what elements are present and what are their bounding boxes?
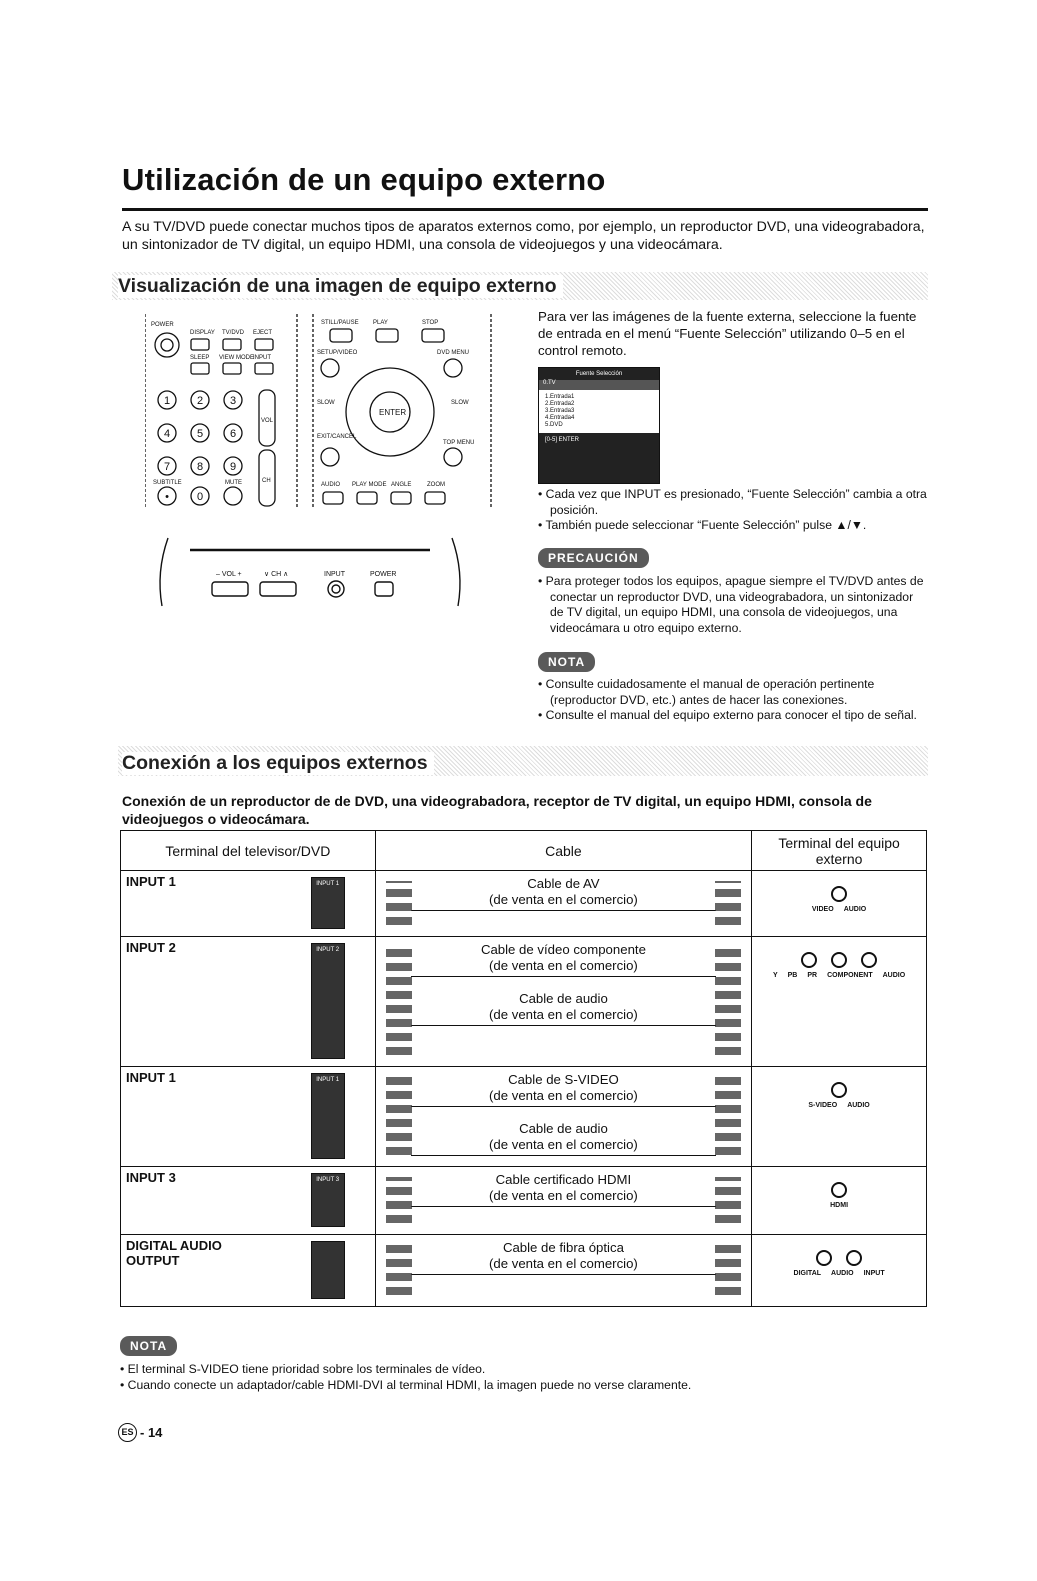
footer-bullets xyxy=(120,1362,920,1393)
bullet-dot: • xyxy=(538,574,546,588)
bullet-text: Consulte el manual del equipo externo para conocer el tipo de señal. xyxy=(545,708,917,722)
remote-illustration xyxy=(145,312,495,512)
cable-cell xyxy=(375,871,751,937)
jack-icons xyxy=(757,1182,921,1198)
remote-mute-label: MUTE xyxy=(225,480,242,486)
remote-digit-3: 4 xyxy=(163,428,171,440)
cable-line-icon xyxy=(411,1274,716,1275)
plug-right-icon xyxy=(715,1177,741,1223)
bullet-dot: • xyxy=(538,677,546,691)
terminal-label: INPUT 1 xyxy=(126,874,176,889)
table-row xyxy=(121,871,927,937)
bullet-text: Consulte cuidadosamente el manual de operación pertinente (reproductor DVD, etc.) antes de hacer las conexiones. xyxy=(545,677,875,707)
jack-label: INPUT 3 xyxy=(316,1177,340,1183)
panel-ch-label: ∨ CH ∧ xyxy=(264,571,289,578)
ext-labels xyxy=(757,906,921,913)
cable-note: (de venta en el comercio) xyxy=(489,1256,638,1271)
lang-badge: ES xyxy=(118,1423,137,1442)
cable-note: (de venta en el comercio) xyxy=(489,1088,638,1103)
col-ext-terminal: Terminal del equipo externo xyxy=(752,831,927,871)
terminal-label: INPUT 2 xyxy=(126,940,176,955)
cable-label xyxy=(381,991,746,1026)
bullet-text: También puede seleccionar “Fuente Selección” pulse ▲/▼. xyxy=(545,518,867,532)
menu-item: 1.Entrada1 xyxy=(545,394,575,400)
ext-label: HDMI xyxy=(830,1202,849,1209)
remote-display-label: DISPLAY xyxy=(190,330,215,336)
plug-left-icon xyxy=(386,1177,412,1223)
ext-label: COMPONENT xyxy=(827,972,873,979)
remote-digit-4: 5 xyxy=(196,428,204,440)
cable-line-icon xyxy=(411,1025,716,1026)
ext-label: VIDEO xyxy=(811,906,834,913)
page-title: Utilización de un equipo externo xyxy=(122,162,606,197)
remote-slow-left-label: SLOW xyxy=(317,400,335,406)
col-cable: Cable xyxy=(375,831,751,871)
plug-right-icon xyxy=(715,947,741,1055)
remote-digit-0: 1 xyxy=(163,395,171,407)
table-row xyxy=(121,1235,927,1307)
ext-terminal-cell xyxy=(752,1067,927,1167)
ext-terminal-cell xyxy=(752,871,927,937)
ext-labels xyxy=(757,1102,921,1109)
jack-panel-icon xyxy=(311,943,345,1059)
table-row xyxy=(121,1067,927,1167)
bullet-text: El terminal S-VIDEO tiene prioridad sobre los terminales de vídeo. xyxy=(127,1362,486,1376)
cable-note: (de venta en el comercio) xyxy=(489,1188,638,1203)
terminal-cell xyxy=(121,1167,376,1235)
cable-cell xyxy=(375,1067,751,1167)
fuente-seleccion-menu xyxy=(538,367,660,484)
caution-badge xyxy=(538,548,649,568)
ext-label: DIGITAL xyxy=(793,1270,822,1277)
rca-jack-icon xyxy=(801,952,817,968)
menu-title: Fuente Selección xyxy=(575,371,623,377)
cable-cell xyxy=(375,1167,751,1235)
remote-eject-label: EJECT xyxy=(253,330,273,336)
remote-stop-label: STOP xyxy=(422,320,439,326)
section1-heading: Visualización de una imagen de equipo externo xyxy=(118,275,563,298)
menu-item: 4.Entrada4 xyxy=(545,415,575,421)
cable-label xyxy=(381,1121,746,1156)
remote-angle-label: ANGLE xyxy=(391,482,412,488)
panel-power-label: POWER xyxy=(370,571,397,578)
remote-topmenu-label: TOP MENU xyxy=(443,440,475,446)
jack-icons xyxy=(757,886,921,902)
col-tv-terminal: Terminal del televisor/DVD xyxy=(121,831,376,871)
ext-label: AUDIO xyxy=(847,1102,870,1109)
remote-digit-6: 7 xyxy=(163,461,171,473)
remote-digit-2: 3 xyxy=(229,395,237,407)
remote-still-label: STILL/PAUSE xyxy=(321,320,359,326)
remote-digit-1: 2 xyxy=(196,395,204,407)
cable-note: (de venta en el comercio) xyxy=(489,1137,638,1152)
plug-left-icon xyxy=(386,1077,412,1155)
note-label: NOTA xyxy=(538,652,595,672)
remote-input-label: INPUT xyxy=(253,355,271,361)
remote-zoom-label: ZOOM xyxy=(427,482,445,488)
terminal-label: DIGITAL AUDIO OUTPUT xyxy=(126,1238,222,1268)
cable-name: Cable de vídeo componente xyxy=(480,942,646,957)
cable-name: Cable de fibra óptica xyxy=(502,1240,624,1255)
remote-power-label: POWER xyxy=(151,322,174,328)
remote-sleep-label: SLEEP xyxy=(190,355,210,361)
ext-label: AUDIO xyxy=(843,906,867,913)
cable-label xyxy=(381,1240,746,1275)
cable-line-icon xyxy=(411,1106,716,1107)
terminal-cell xyxy=(121,871,376,937)
ext-label: AUDIO xyxy=(831,1270,854,1277)
note-bullets xyxy=(538,677,928,724)
remote-dvdmenu-label: DVD MENU xyxy=(437,350,470,356)
cable-label xyxy=(381,876,746,911)
cable-note: (de venta en el comercio) xyxy=(489,1007,638,1022)
rca-jack-icon xyxy=(831,1082,847,1098)
jack-label: INPUT 1 xyxy=(316,881,340,887)
terminal-cell xyxy=(121,1067,376,1167)
ext-terminal-cell xyxy=(752,1167,927,1235)
cable-line-icon xyxy=(411,1206,716,1207)
rca-jack-icon xyxy=(846,1250,862,1266)
cable-note: (de venta en el comercio) xyxy=(489,958,638,973)
cable-label xyxy=(381,942,746,977)
remote-digit-7: 8 xyxy=(196,461,204,473)
plug-left-icon xyxy=(386,881,412,925)
cable-cell xyxy=(375,1235,751,1307)
remote-vol-label: VOL xyxy=(261,418,274,424)
ext-terminal-cell xyxy=(752,1235,927,1307)
cable-line-icon xyxy=(411,910,716,911)
section1-body: Para ver las imágenes de la fuente externa, seleccione la fuente de entrada en el menú “Fuente Selección” utilizando 0–5 en el control remoto. xyxy=(538,309,917,358)
remote-digit-5: 6 xyxy=(229,428,237,440)
bullet-dot: • xyxy=(538,708,546,722)
jack-icons xyxy=(757,952,921,968)
jack-panel-icon xyxy=(311,1241,345,1299)
cable-label xyxy=(381,1072,746,1107)
terminal-label: INPUT 1 xyxy=(126,1070,176,1085)
cable-line-icon xyxy=(411,976,716,977)
ext-labels xyxy=(757,1270,921,1277)
section2-heading: Conexión a los equipos externos xyxy=(122,752,434,775)
remote-viewmode-label: VIEW MODE xyxy=(219,355,255,361)
intro-text: A su TV/DVD puede conectar muchos tipos de aparatos externos como, por ejemplo, un reproductor DVD, una videograbadora, un sintonizador de TV digital, un equipo HDMI, una consola de videojuegos y una videocámara. xyxy=(122,219,925,253)
remote-digit-9: • xyxy=(165,491,169,503)
rca-jack-icon xyxy=(831,886,847,902)
rca-jack-icon xyxy=(831,952,847,968)
remote-setup-label: SETUP/VIDEO xyxy=(317,350,358,356)
page-number xyxy=(118,1423,162,1442)
bullet-dot: • xyxy=(120,1377,128,1392)
caution-bullets xyxy=(538,574,928,636)
ext-label: PB xyxy=(787,972,798,979)
bullet-item xyxy=(538,487,928,518)
front-panel-illustration xyxy=(150,536,470,610)
title-rule xyxy=(122,208,928,211)
plug-right-icon xyxy=(715,1245,741,1295)
jack-icons xyxy=(757,1250,921,1266)
plug-left-icon xyxy=(386,1245,412,1295)
bullet-text: Cuando conecte un adaptador/cable HDMI-DVI al terminal HDMI, la imagen puede no verse claramente. xyxy=(127,1377,692,1392)
ext-label: INPUT xyxy=(863,1270,885,1277)
caution-label: PRECAUCIÓN xyxy=(538,548,649,568)
remote-ch-label: CH xyxy=(262,478,271,484)
bullet-dot: • xyxy=(538,487,546,501)
bullet-item xyxy=(120,1378,920,1394)
cable-label xyxy=(381,1172,746,1207)
jack-panel-icon xyxy=(311,877,345,929)
cable-cell xyxy=(375,937,751,1067)
remote-exit-label: EXIT/CANCEL xyxy=(317,434,357,440)
cable-line-icon xyxy=(411,1155,716,1156)
remote-play-label: PLAY xyxy=(373,320,388,326)
menu-selected: 0.TV xyxy=(539,380,659,390)
table-row xyxy=(121,1167,927,1235)
ext-labels xyxy=(757,972,921,979)
bullet-text: Cada vez que INPUT es presionado, “Fuente Selección” cambia a otra posición. xyxy=(545,487,927,517)
cable-name: Cable certificado HDMI xyxy=(495,1172,632,1187)
footer-note-label: NOTA xyxy=(120,1336,177,1356)
table-row xyxy=(121,937,927,1067)
remote-slow-right-label: SLOW xyxy=(451,400,469,406)
remote-subtitle-label: SUBTITLE xyxy=(153,480,182,486)
menu-item: 5.DVD xyxy=(545,422,563,428)
rca-jack-icon xyxy=(861,952,877,968)
page-number-text: - 14 xyxy=(140,1425,163,1440)
cable-name: Cable de audio xyxy=(519,991,608,1006)
ext-label: S-VIDEO xyxy=(808,1102,838,1109)
remote-tvdvd-label: TV/DVD xyxy=(222,330,245,336)
cable-name: Cable de AV xyxy=(527,876,600,891)
remote-playmode-label: PLAY MODE xyxy=(352,482,387,488)
cable-note: (de venta en el comercio) xyxy=(489,892,638,907)
menu-item: 2.Entrada2 xyxy=(545,401,575,407)
footer-note-badge xyxy=(120,1336,177,1356)
bullet-dot: • xyxy=(538,518,546,532)
jack-label: INPUT 2 xyxy=(316,947,340,953)
remote-digit-10: 0 xyxy=(196,491,204,503)
ext-label: PR xyxy=(807,972,818,979)
remote-digit-8: 9 xyxy=(229,461,237,473)
terminal-cell xyxy=(121,937,376,1067)
cable-name: Cable de audio xyxy=(519,1121,608,1136)
bullet-text: Para proteger todos los equipos, apague siempre el TV/DVD antes de conectar un reproductor DVD, una videograbadora, un sintonizador de TV digital, un equipo HDMI, una consola de videojuegos, una videocámara u otro equipo externo. xyxy=(545,574,924,635)
connection-table xyxy=(120,830,927,1307)
panel-vol-label: – VOL + xyxy=(216,571,242,578)
note-badge xyxy=(538,652,595,672)
bullet-dot: • xyxy=(120,1362,128,1376)
remote-audio-label: AUDIO xyxy=(321,482,341,488)
ext-label: Y xyxy=(772,972,778,979)
rca-jack-icon xyxy=(831,1182,847,1198)
plug-right-icon xyxy=(715,1077,741,1155)
remote-enter-label: ENTER xyxy=(379,408,407,417)
panel-input-label: INPUT xyxy=(324,571,345,578)
cable-name: Cable de S-VIDEO xyxy=(508,1072,619,1087)
plug-right-icon xyxy=(715,881,741,925)
section1-bullets xyxy=(538,487,928,534)
ext-terminal-cell xyxy=(752,937,927,1067)
bullet-item xyxy=(120,1362,920,1378)
menu-item: 3.Entrada3 xyxy=(545,408,575,414)
jack-label: INPUT 1 xyxy=(316,1077,340,1083)
jack-icons xyxy=(757,1082,921,1098)
bullet-item xyxy=(538,518,928,534)
menu-items xyxy=(539,390,659,433)
bullet-item xyxy=(538,708,928,724)
bullet-item xyxy=(538,677,928,708)
section2-subheading: Conexión de un reproductor de de DVD, una videograbadora, receptor de TV digital, un equipo HDMI, consola de videojuegos o videocámara. xyxy=(122,793,872,827)
terminal-label: INPUT 3 xyxy=(126,1170,176,1185)
terminal-cell xyxy=(121,1235,376,1307)
plug-left-icon xyxy=(386,947,412,1055)
menu-footer: [0-5] ENTER xyxy=(545,437,580,443)
jack-panel-icon xyxy=(311,1173,345,1227)
jack-panel-icon xyxy=(311,1073,345,1159)
ext-label: AUDIO xyxy=(882,972,906,979)
ext-labels xyxy=(757,1202,921,1209)
rca-jack-icon xyxy=(816,1250,832,1266)
bullet-item xyxy=(538,574,928,636)
